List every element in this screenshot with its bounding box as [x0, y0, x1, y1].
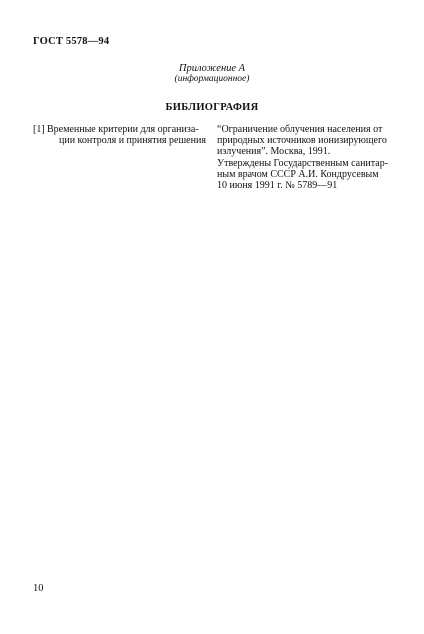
appendix-title: Приложение А: [178, 63, 246, 74]
reference-details-line: ным врачом СССР А.И. Кондрусевым: [217, 168, 379, 180]
reference-details: [217, 124, 397, 191]
reference-details-line: излучения”. Москва, 1991.: [217, 146, 331, 158]
reference-number: [1]: [33, 124, 45, 135]
reference-details-line: Утверждены Государственным санитар-: [217, 157, 389, 169]
reference-details-line: “Ограничение облучения населения от: [217, 124, 383, 135]
reference-details-line: 10 июня 1991 г. № 5789—91: [217, 180, 338, 192]
appendix-heading: [0, 63, 424, 85]
reference-details-line: природных источников ионизирующего: [217, 135, 387, 147]
reference-title-line: Временные критерии для организа-: [47, 124, 199, 135]
page-number: 10: [33, 583, 44, 594]
reference-title-line: ции контроля и принятия решения: [59, 135, 206, 147]
reference-title: [47, 124, 233, 146]
section-title: БИБЛИОГРАФИЯ: [165, 102, 259, 113]
document-code: ГОСТ 5578—94: [33, 36, 110, 47]
appendix-note: (информационное): [174, 74, 250, 84]
